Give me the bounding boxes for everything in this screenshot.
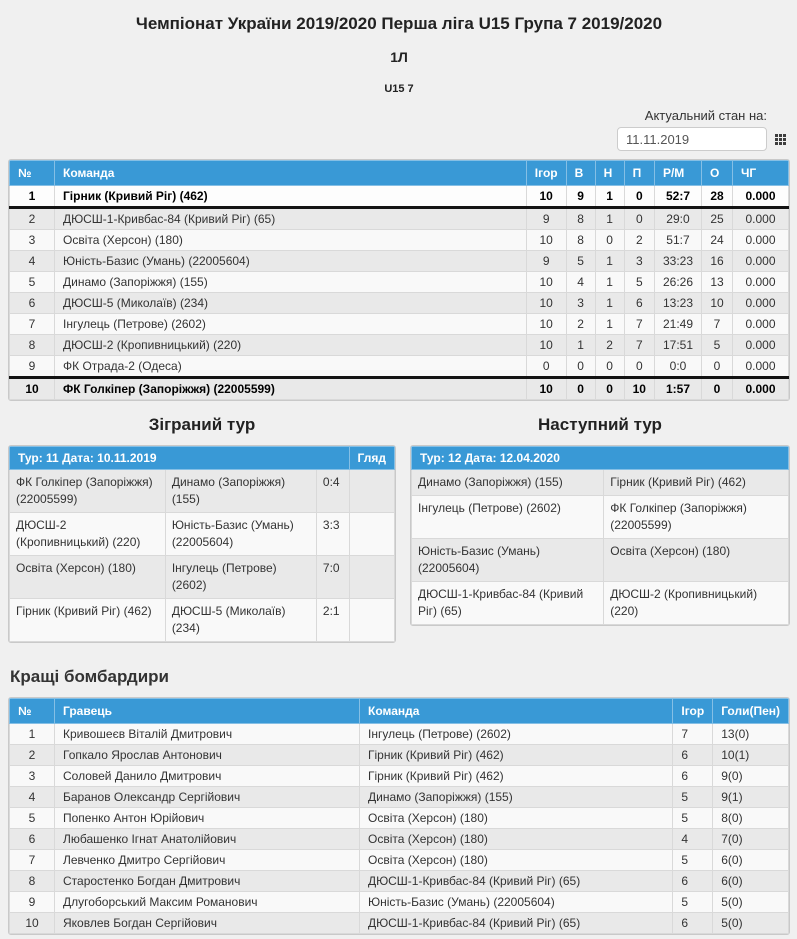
played-round-body [10, 470, 395, 642]
team-cell: Освіта (Херсон) (180) [360, 850, 673, 871]
team-cell: ДЮСШ-1-Кривбас-84 (Кривий Ріг) (65) [55, 208, 527, 230]
goals-cell: 13(0) [713, 724, 789, 745]
top-scorers-table [9, 698, 789, 934]
goals-ratio-cell: 13:23 [654, 293, 701, 314]
column-header: В [566, 161, 595, 186]
points-cell: 10 [702, 293, 733, 314]
away-team-cell: ФК Голкіпер (Запоріжжя) (22005599) [604, 496, 789, 539]
goals-ratio-cell: 17:51 [654, 335, 701, 356]
goals-cell: 9(0) [713, 766, 789, 787]
goals-cell: 8(0) [713, 808, 789, 829]
column-header: Н [595, 161, 624, 186]
next-round-body [412, 470, 789, 625]
draws-cell: 0 [595, 378, 624, 400]
match-row [10, 470, 395, 513]
top-scorers-header-row [10, 699, 789, 724]
spectators-cell [349, 599, 394, 642]
column-header: № [10, 699, 55, 724]
goals-ratio-cell: 51:7 [654, 230, 701, 251]
column-header: П [624, 161, 654, 186]
away-team-cell: Освіта (Херсон) (180) [604, 539, 789, 582]
wins-cell: 9 [566, 186, 595, 208]
goals-ratio-cell: 52:7 [654, 186, 701, 208]
column-header: О [702, 161, 733, 186]
team-cell: Юність-Базис (Умань) (22005604) [55, 251, 527, 272]
games-cell: 0 [526, 356, 566, 378]
coefficient-cell: 0.000 [733, 356, 789, 378]
match-row [10, 513, 395, 556]
column-header: Команда [55, 161, 527, 186]
games-cell: 5 [673, 850, 713, 871]
next-round-header-row [412, 447, 789, 470]
team-cell: ДЮСШ-2 (Кропивницький) (220) [55, 335, 527, 356]
next-round-block [410, 403, 790, 626]
games-cell: 6 [673, 745, 713, 766]
points-cell: 5 [702, 335, 733, 356]
column-header: ЧГ [733, 161, 789, 186]
table-row [10, 892, 789, 913]
pos-cell: 4 [10, 787, 55, 808]
date-filter-column [617, 108, 767, 151]
goals-ratio-cell: 29:0 [654, 208, 701, 230]
games-cell: 10 [526, 293, 566, 314]
column-header: Команда [360, 699, 673, 724]
spectators-cell [349, 556, 394, 599]
games-cell: 4 [673, 829, 713, 850]
league-label: 1Л [390, 49, 408, 65]
spectators-cell [349, 470, 394, 513]
score-cell: 0:4 [316, 470, 349, 513]
pos-cell: 2 [10, 208, 55, 230]
losses-cell: 10 [624, 378, 654, 400]
pos-cell: 3 [10, 230, 55, 251]
table-row [10, 186, 789, 208]
table-row [10, 230, 789, 251]
losses-cell: 0 [624, 186, 654, 208]
coefficient-cell: 0.000 [733, 293, 789, 314]
points-cell: 13 [702, 272, 733, 293]
pos-cell: 5 [10, 808, 55, 829]
table-row [10, 293, 789, 314]
played-round-block [8, 403, 396, 643]
pos-cell: 8 [10, 871, 55, 892]
points-cell: 24 [702, 230, 733, 251]
column-header: № [10, 161, 55, 186]
home-team-cell: Освіта (Херсон) (180) [10, 556, 166, 599]
player-cell: Левченко Дмитро Сергійович [55, 850, 360, 871]
away-team-cell: Юність-Базис (Умань) (22005604) [165, 513, 316, 556]
games-cell: 5 [673, 808, 713, 829]
wins-cell: 8 [566, 208, 595, 230]
team-cell: Освіта (Херсон) (180) [360, 808, 673, 829]
home-team-cell: ДЮСШ-1-Кривбас-84 (Кривий Ріг) (65) [412, 582, 604, 625]
player-cell: Любашенко Ігнат Анатолійович [55, 829, 360, 850]
table-row [10, 766, 789, 787]
games-cell: 10 [526, 272, 566, 293]
team-cell: Інгулець (Петрове) (2602) [360, 724, 673, 745]
losses-cell: 0 [624, 208, 654, 230]
match-row [412, 496, 789, 539]
score-cell: 3:3 [316, 513, 349, 556]
team-cell: Гірник (Кривий Ріг) (462) [55, 186, 527, 208]
player-cell: Баранов Олександр Сергійович [55, 787, 360, 808]
points-cell: 25 [702, 208, 733, 230]
team-cell: Гірник (Кривий Ріг) (462) [360, 766, 673, 787]
games-cell: 5 [673, 787, 713, 808]
pos-cell: 2 [10, 745, 55, 766]
player-cell: Соловей Данило Дмитрович [55, 766, 360, 787]
draws-cell: 0 [595, 230, 624, 251]
pos-cell: 4 [10, 251, 55, 272]
played-round-title: Зіграний тур [148, 415, 256, 434]
draws-cell: 1 [595, 293, 624, 314]
draws-cell: 1 [595, 208, 624, 230]
losses-cell: 2 [624, 230, 654, 251]
standings-table [9, 160, 789, 400]
played-round-table [9, 446, 395, 642]
team-cell: ДЮСШ-1-Кривбас-84 (Кривий Ріг) (65) [360, 913, 673, 934]
pos-cell: 10 [10, 913, 55, 934]
team-cell: Освіта (Херсон) (180) [55, 230, 527, 251]
match-row [10, 599, 395, 642]
next-round-header: Тур: 12 Дата: 12.04.2020 [412, 447, 789, 470]
goals-ratio-cell: 26:26 [654, 272, 701, 293]
losses-cell: 6 [624, 293, 654, 314]
column-header: Ігор [673, 699, 713, 724]
team-cell: ФК Отрада-2 (Одеса) [55, 356, 527, 378]
page-title: Чемпіонат України 2019/2020 Перша ліга U15 Група 7 2019/2020 [135, 14, 663, 33]
games-cell: 10 [526, 230, 566, 251]
games-cell: 9 [526, 208, 566, 230]
games-cell: 9 [526, 251, 566, 272]
coefficient-cell: 0.000 [733, 378, 789, 400]
games-cell: 6 [673, 766, 713, 787]
games-cell: 6 [673, 913, 713, 934]
losses-cell: 0 [624, 356, 654, 378]
wins-cell: 3 [566, 293, 595, 314]
player-cell: Старостенко Богдан Дмитрович [55, 871, 360, 892]
away-team-cell: ДЮСШ-2 (Кропивницький) (220) [604, 582, 789, 625]
team-cell: Динамо (Запоріжжя) (155) [55, 272, 527, 293]
match-row [412, 470, 789, 496]
away-team-cell: Гірник (Кривий Ріг) (462) [604, 470, 789, 496]
away-team-cell: Інгулець (Петрове) (2602) [165, 556, 316, 599]
points-cell: 0 [702, 356, 733, 378]
team-cell: Гірник (Кривий Ріг) (462) [360, 745, 673, 766]
games-cell: 10 [526, 314, 566, 335]
table-row [10, 829, 789, 850]
pos-cell: 1 [10, 186, 55, 208]
top-scorers-title: Кращі бомбардири [10, 667, 170, 686]
pos-cell: 6 [10, 293, 55, 314]
wins-cell: 2 [566, 314, 595, 335]
points-cell: 28 [702, 186, 733, 208]
standings-header-row [10, 161, 789, 186]
home-team-cell: Гірник (Кривий Ріг) (462) [10, 599, 166, 642]
table-row [10, 808, 789, 829]
wins-cell: 8 [566, 230, 595, 251]
player-cell: Гопкало Ярослав Антонович [55, 745, 360, 766]
goals-ratio-cell: 0:0 [654, 356, 701, 378]
pos-cell: 7 [10, 314, 55, 335]
goals-ratio-cell: 1:57 [654, 378, 701, 400]
goals-cell: 5(0) [713, 913, 789, 934]
coefficient-cell: 0.000 [733, 314, 789, 335]
points-cell: 7 [702, 314, 733, 335]
rounds-section [8, 403, 790, 643]
draws-cell: 0 [595, 356, 624, 378]
pos-cell: 10 [10, 378, 55, 400]
table-row [10, 378, 789, 400]
table-row [10, 787, 789, 808]
draws-cell: 1 [595, 186, 624, 208]
pos-cell: 7 [10, 850, 55, 871]
draws-cell: 1 [595, 272, 624, 293]
games-cell: 10 [526, 186, 566, 208]
team-cell: Інгулець (Петрове) (2602) [55, 314, 527, 335]
column-header: Голи(Пен) [713, 699, 789, 724]
spectators-cell [349, 513, 394, 556]
pos-cell: 8 [10, 335, 55, 356]
match-row [10, 556, 395, 599]
games-cell: 10 [526, 335, 566, 356]
points-cell: 0 [702, 378, 733, 400]
losses-cell: 3 [624, 251, 654, 272]
top-scorers-body [10, 724, 789, 934]
standings-table-wrap [8, 159, 790, 401]
column-header: Гравець [55, 699, 360, 724]
played-round-header: Тур: 11 Дата: 10.11.2019 [10, 447, 350, 470]
table-row [10, 850, 789, 871]
table-row [10, 913, 789, 934]
team-cell: ФК Голкіпер (Запоріжжя) (22005599) [55, 378, 527, 400]
coefficient-cell: 0.000 [733, 251, 789, 272]
wins-cell: 0 [566, 356, 595, 378]
home-team-cell: Інгулець (Петрове) (2602) [412, 496, 604, 539]
table-row [10, 335, 789, 356]
coefficient-cell: 0.000 [733, 335, 789, 356]
date-filter-label: Актуальний стан на: [644, 108, 767, 123]
games-cell: 10 [526, 378, 566, 400]
home-team-cell: Динамо (Запоріжжя) (155) [412, 470, 604, 496]
goals-cell: 7(0) [713, 829, 789, 850]
pos-cell: 6 [10, 829, 55, 850]
standings-body [10, 186, 789, 400]
wins-cell: 0 [566, 378, 595, 400]
coefficient-cell: 0.000 [733, 272, 789, 293]
home-team-cell: ФК Голкіпер (Запоріжжя) (22005599) [10, 470, 166, 513]
table-row [10, 208, 789, 230]
pos-cell: 9 [10, 356, 55, 378]
team-cell: Динамо (Запоріжжя) (155) [360, 787, 673, 808]
goals-cell: 9(1) [713, 787, 789, 808]
away-team-cell: ДЮСШ-5 (Миколаїв) (234) [165, 599, 316, 642]
goals-cell: 10(1) [713, 745, 789, 766]
coefficient-cell: 0.000 [733, 208, 789, 230]
calendar-grid-icon[interactable] [775, 134, 786, 145]
next-round-table [411, 446, 789, 625]
pos-cell: 1 [10, 724, 55, 745]
top-scorers-table-wrap [8, 697, 790, 935]
games-cell: 7 [673, 724, 713, 745]
score-cell: 2:1 [316, 599, 349, 642]
team-cell: ДЮСШ-5 (Миколаїв) (234) [55, 293, 527, 314]
goals-ratio-cell: 33:23 [654, 251, 701, 272]
home-team-cell: Юність-Базис (Умань) (22005604) [412, 539, 604, 582]
home-team-cell: ДЮСШ-2 (Кропивницький) (220) [10, 513, 166, 556]
points-cell: 16 [702, 251, 733, 272]
team-cell: Юність-Базис (Умань) (22005604) [360, 892, 673, 913]
draws-cell: 1 [595, 251, 624, 272]
column-header: Ігор [526, 161, 566, 186]
player-cell: Яковлев Богдан Сергійович [55, 913, 360, 934]
next-round-title: Наступний тур [538, 415, 662, 434]
date-filter [8, 108, 786, 151]
table-row [10, 251, 789, 272]
group-label: U15 7 [384, 83, 414, 95]
spectators-header: Гляд [349, 447, 394, 470]
goals-cell: 5(0) [713, 892, 789, 913]
match-row [412, 582, 789, 625]
table-row [10, 356, 789, 378]
player-cell: Длугоборський Максим Романович [55, 892, 360, 913]
wins-cell: 5 [566, 251, 595, 272]
goals-ratio-cell: 21:49 [654, 314, 701, 335]
goals-cell: 6(0) [713, 850, 789, 871]
team-cell: ДЮСШ-1-Кривбас-84 (Кривий Ріг) (65) [360, 871, 673, 892]
games-cell: 5 [673, 892, 713, 913]
player-cell: Кривошеєв Віталій Дмитрович [55, 724, 360, 745]
player-cell: Попенко Антон Юрійович [55, 808, 360, 829]
team-cell: Освіта (Херсон) (180) [360, 829, 673, 850]
pos-cell: 9 [10, 892, 55, 913]
played-round-header-row [10, 447, 395, 470]
date-input[interactable] [617, 127, 767, 151]
losses-cell: 7 [624, 314, 654, 335]
draws-cell: 2 [595, 335, 624, 356]
losses-cell: 7 [624, 335, 654, 356]
losses-cell: 5 [624, 272, 654, 293]
coefficient-cell: 0.000 [733, 230, 789, 251]
games-cell: 6 [673, 871, 713, 892]
score-cell: 7:0 [316, 556, 349, 599]
goals-cell: 6(0) [713, 871, 789, 892]
wins-cell: 4 [566, 272, 595, 293]
pos-cell: 3 [10, 766, 55, 787]
away-team-cell: Динамо (Запоріжжя) (155) [165, 470, 316, 513]
pos-cell: 5 [10, 272, 55, 293]
match-row [412, 539, 789, 582]
draws-cell: 1 [595, 314, 624, 335]
coefficient-cell: 0.000 [733, 186, 789, 208]
table-row [10, 272, 789, 293]
wins-cell: 1 [566, 335, 595, 356]
table-row [10, 314, 789, 335]
table-row [10, 745, 789, 766]
column-header: Р/М [654, 161, 701, 186]
table-row [10, 724, 789, 745]
table-row [10, 871, 789, 892]
